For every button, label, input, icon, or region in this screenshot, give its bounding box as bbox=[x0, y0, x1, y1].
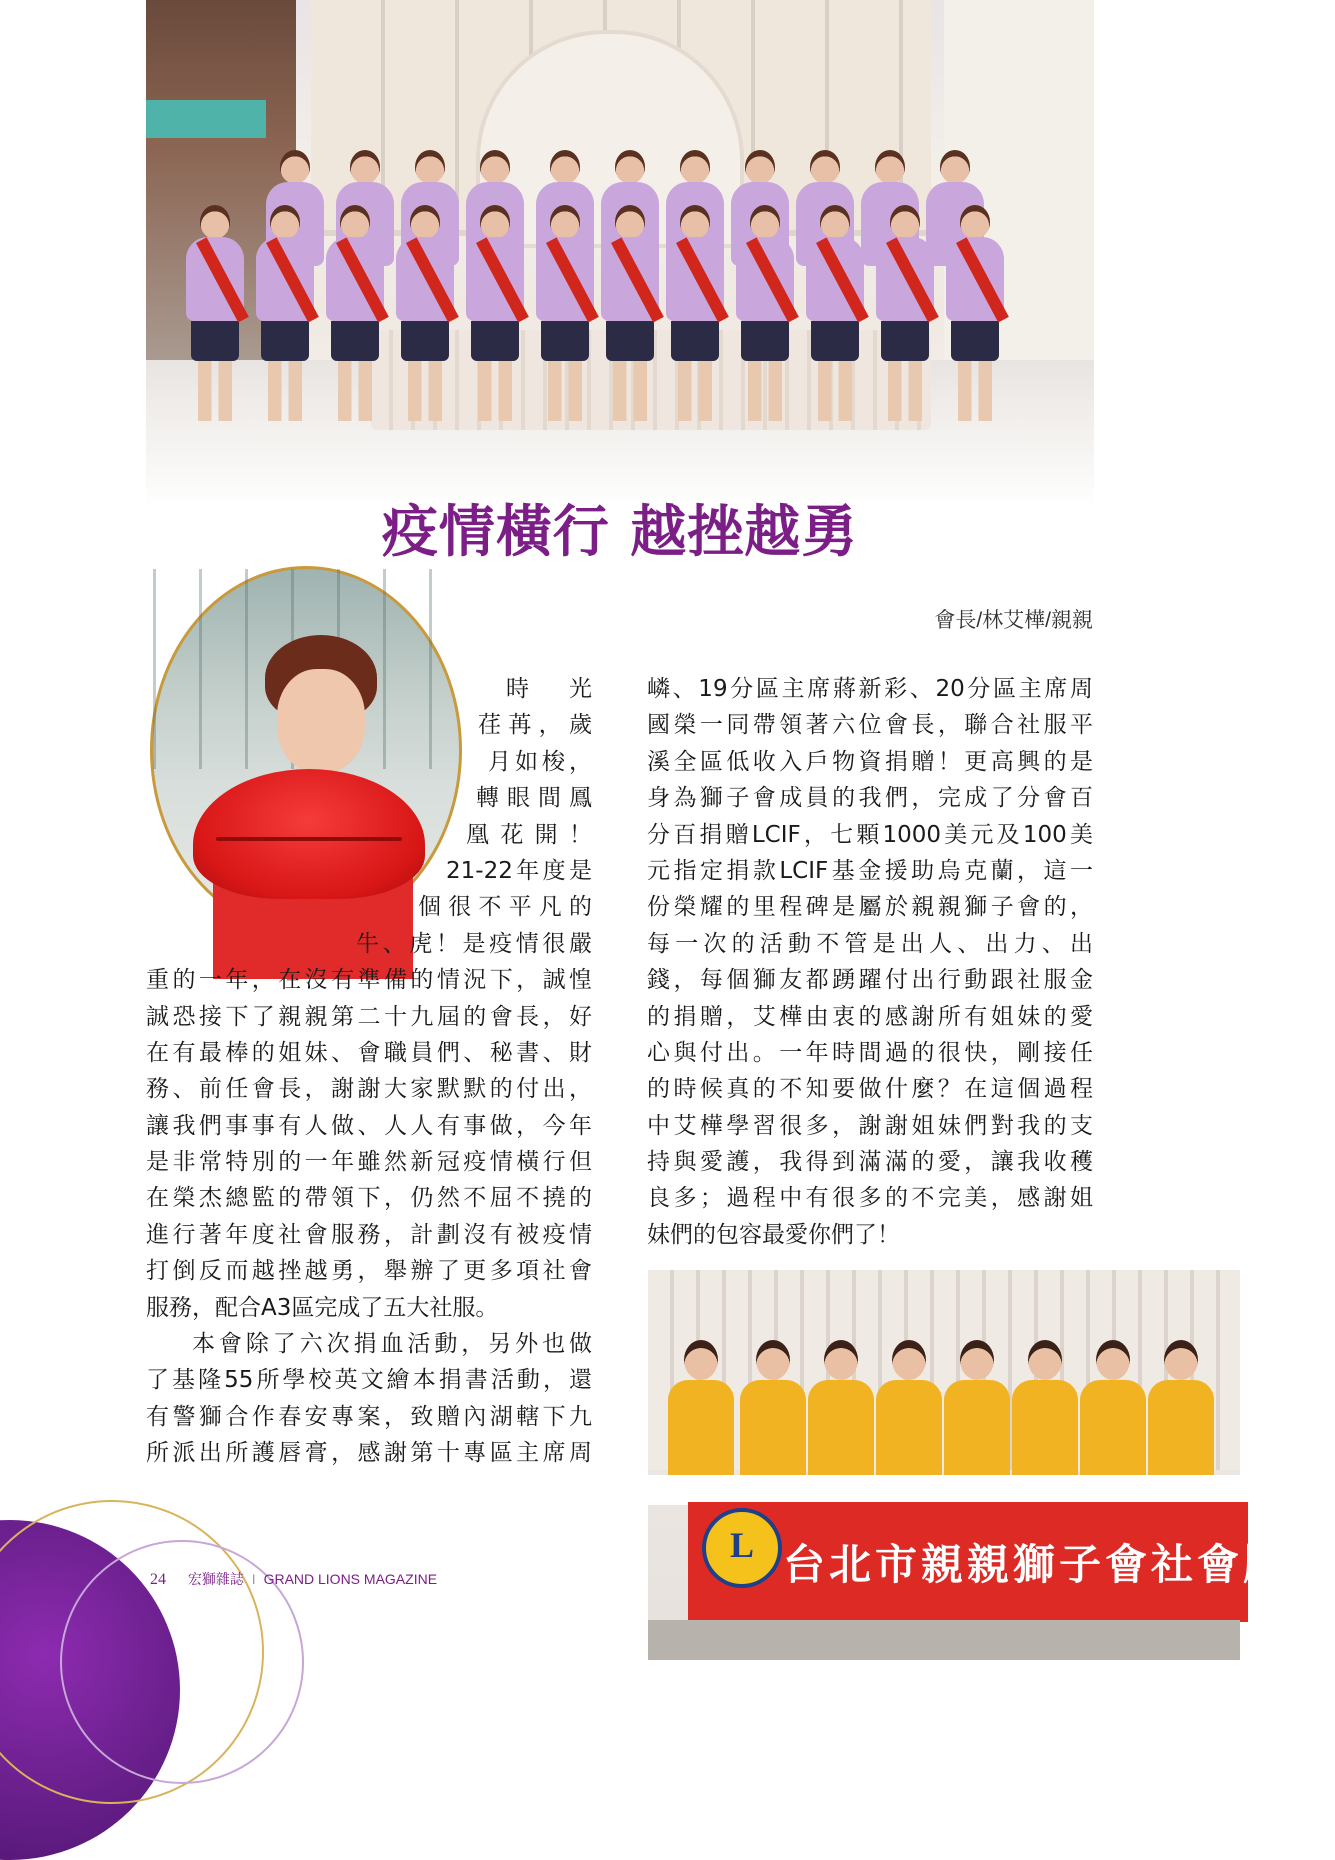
body-line: 每一次的活動不管是出人、出力、出 bbox=[647, 930, 1093, 957]
body-line: 在有最棒的姐妹、會職員們、秘書、財 bbox=[146, 1039, 592, 1066]
body-line: 分百捐贈LCIF，七顆1000美元及100美 bbox=[647, 821, 1093, 848]
photo-person bbox=[876, 205, 934, 421]
body-line: 21-22年度是 bbox=[446, 857, 592, 884]
body-line: 錢，每個獅友都踴躍付出行動跟社服金 bbox=[647, 967, 1093, 994]
article-title: 疫情橫行 越挫越勇 bbox=[381, 500, 859, 565]
left-column bbox=[146, 671, 592, 1472]
body-line: 服務，配合A3區完成了五大社服。 bbox=[146, 1294, 499, 1321]
body-line: 妹們的包容最愛你們了！ bbox=[647, 1221, 900, 1248]
photo-person bbox=[326, 205, 384, 421]
body-line: 是非常特別的一年雖然新冠疫情橫行但 bbox=[146, 1149, 592, 1176]
photo-person bbox=[256, 205, 314, 421]
body-line: 打倒反而越挫越勇，舉辦了更多項社會 bbox=[146, 1258, 592, 1285]
body-line: 所派出所護唇膏，感謝第十專區主席周 bbox=[146, 1440, 592, 1467]
member-head bbox=[824, 1340, 858, 1380]
body-line: 份榮耀的里程碑是屬於親親獅子會的， bbox=[647, 894, 1093, 921]
body-line: 讓我們事事有人做、人人有事做，今年 bbox=[146, 1112, 592, 1139]
member-head bbox=[1096, 1340, 1130, 1380]
photo-floor bbox=[648, 1620, 1240, 1660]
body-line: 元指定捐款LCIF基金援助烏克蘭，這一 bbox=[647, 857, 1093, 884]
body-line: 國榮一同帶領著六位會長，聯合社服平 bbox=[647, 712, 1093, 739]
member-head bbox=[684, 1340, 718, 1380]
page-number: 24 bbox=[150, 1571, 166, 1588]
photo-person bbox=[536, 205, 594, 421]
member-head bbox=[1164, 1340, 1198, 1380]
body-line: 身為獅子會成員的我們，完成了分會百 bbox=[647, 785, 1093, 812]
lions-logo-icon bbox=[702, 1508, 782, 1588]
body-line: 溪全區低收入戶物資捐贈！更高興的是 bbox=[647, 748, 1093, 775]
photo-person bbox=[601, 205, 659, 421]
body-line: 誠恐接下了親親第二十九屆的會長，好 bbox=[146, 1003, 592, 1030]
body-line: 重的一年，在沒有準備的情況下，誠惶 bbox=[146, 967, 592, 994]
body-line: 持與愛護，我得到滿滿的愛，讓我收穫 bbox=[647, 1149, 1093, 1176]
banner-text: 台北市親親獅子會社會服務 bbox=[783, 1540, 1335, 1589]
body-line: 個很不平凡的 bbox=[418, 894, 592, 921]
footer-separator: I bbox=[251, 1571, 256, 1587]
body-line: 有警獅合作春安專案，致贈內湖轄下九 bbox=[146, 1403, 592, 1430]
body-line: 轉眼間鳳 bbox=[476, 785, 592, 812]
photo-person bbox=[666, 205, 724, 421]
body-line: 的捐贈，艾樺由衷的感謝所有姐妹的愛 bbox=[647, 1003, 1093, 1030]
body-line: 牛、虎！是疫情很嚴 bbox=[356, 930, 592, 957]
body-line: 月如梭， bbox=[488, 748, 592, 775]
body-line: 在榮杰總監的帶領下，仍然不屈不撓的 bbox=[146, 1185, 592, 1212]
photo-person bbox=[946, 205, 1004, 421]
photo-person bbox=[396, 205, 454, 421]
magazine-name-en: GRAND LIONS MAGAZINE bbox=[263, 1571, 438, 1587]
body-line: 心與付出。一年時間過的很快，剛接任 bbox=[647, 1039, 1093, 1066]
magazine-name-cn: 宏獅雜誌 bbox=[187, 1571, 244, 1587]
page-footer bbox=[150, 1569, 437, 1589]
body-line: 凰花開！ bbox=[466, 821, 592, 848]
service-photo bbox=[648, 1270, 1335, 1654]
photo-person bbox=[806, 205, 864, 421]
group-photo bbox=[146, 0, 1094, 508]
photo-person bbox=[736, 205, 794, 421]
body-line: 良多；過程中有很多的不完美，感謝姐 bbox=[647, 1185, 1093, 1212]
photo-table bbox=[648, 1475, 1240, 1505]
body-line: 荏苒，歲 bbox=[478, 712, 592, 739]
body-line: 的時候真的不知要做什麼？在這個過程 bbox=[647, 1076, 1093, 1103]
photo-person bbox=[466, 205, 524, 421]
body-line: 本會除了六次捐血活動，另外也做 bbox=[192, 1331, 592, 1358]
photo-person bbox=[186, 205, 244, 421]
member-head bbox=[892, 1340, 926, 1380]
member-head bbox=[756, 1340, 790, 1380]
body-line: 進行著年度社會服務，計劃沒有被疫情 bbox=[146, 1221, 592, 1248]
article-byline: 會長/林艾樺/親親 bbox=[934, 609, 1093, 632]
body-line: 時 光 bbox=[506, 676, 592, 702]
member-head bbox=[960, 1340, 994, 1380]
right-column bbox=[647, 671, 1093, 1253]
photo-awning bbox=[146, 100, 266, 138]
body-line: 嶙、19分區主席蔣新彩、20分區主席周 bbox=[647, 676, 1093, 702]
body-line: 了基隆55所學校英文繪本捐書活動，還 bbox=[146, 1367, 592, 1394]
member-head bbox=[1028, 1340, 1062, 1380]
body-line: 務、前任會長，謝謝大家默默的付出， bbox=[146, 1076, 592, 1103]
body-line: 中艾樺學習很多，謝謝姐妹們對我的支 bbox=[647, 1112, 1093, 1139]
